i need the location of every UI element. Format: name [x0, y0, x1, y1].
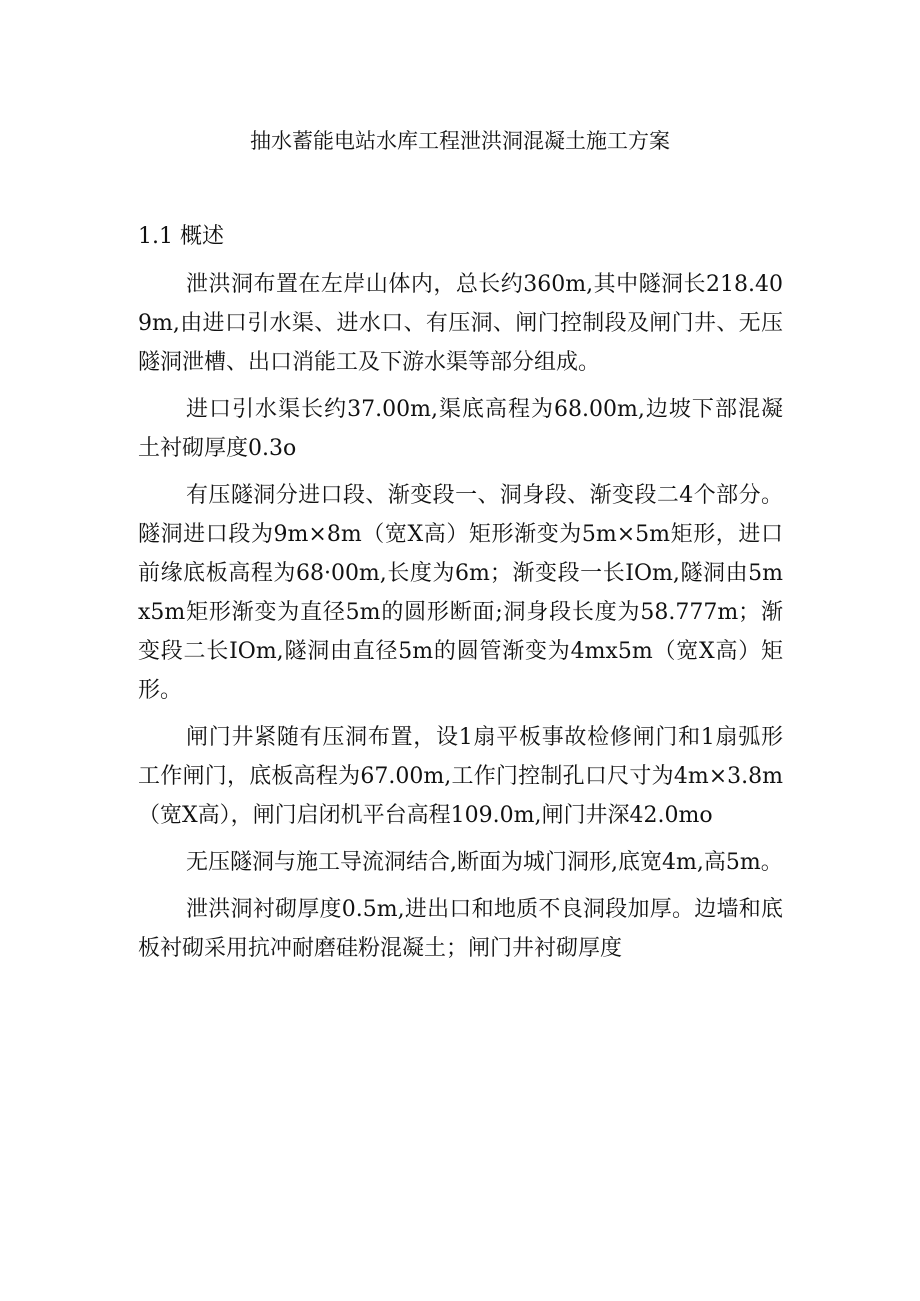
document-body — [138, 265, 783, 976]
section-heading: 1.1 概述 — [138, 224, 224, 249]
paragraph-pressure-tunnel: 有压隧洞分进口段、渐变段一、洞身段、渐变段二4个部分。隧洞进口段为9m×8m（宽X高）矩形渐变为5m×5m矩形，进口前缘底板高程为68·00m,长度为6m；渐变段一长IOm,隧洞由5mx5m矩形渐变为直径5m的圆形断面;洞身段长度为58.777m；渐变段二长IOm,隧洞由直径5m的圆管渐变为4mx5m（宽X高）矩形。 — [138, 483, 783, 703]
paragraph-overview: 泄洪洞布置在左岸山体内，总长约360m,其中隧洞长218.409m,由进口引水渠、进水口、有压洞、闸门控制段及闸门井、无压隧洞泄槽、出口消能工及下游水渠等部分组成。 — [138, 272, 783, 375]
document-title: 抽水蓄能电站水库工程泄洪洞混凝土施工方案 — [250, 129, 670, 153]
paragraph-lining: 泄洪洞衬砌厚度0.5m,进出口和地质不良洞段加厚。边墙和底板衬砌采用抗冲耐磨硅粉混凝土；闸门井衬砌厚度 — [138, 897, 783, 961]
paragraph-gate-shaft: 闸门井紧随有压洞布置，设1扇平板事故检修闸门和1扇弧形工作闸门，底板高程为67.00m,工作门控制孔口尺寸为4m×3.8m（宽X高），闸门启闭机平台高程109.0m,闸门井深42.0mo — [138, 725, 783, 828]
paragraph-intake-channel: 进口引水渠长约37.00m,渠底高程为68.00m,边坡下部混凝土衬砌厚度0.3o — [138, 397, 783, 461]
paragraph-free-flow-tunnel: 无压隧洞与施工导流洞结合,断面为城门洞形,底宽4m,高5m。 — [186, 850, 783, 875]
